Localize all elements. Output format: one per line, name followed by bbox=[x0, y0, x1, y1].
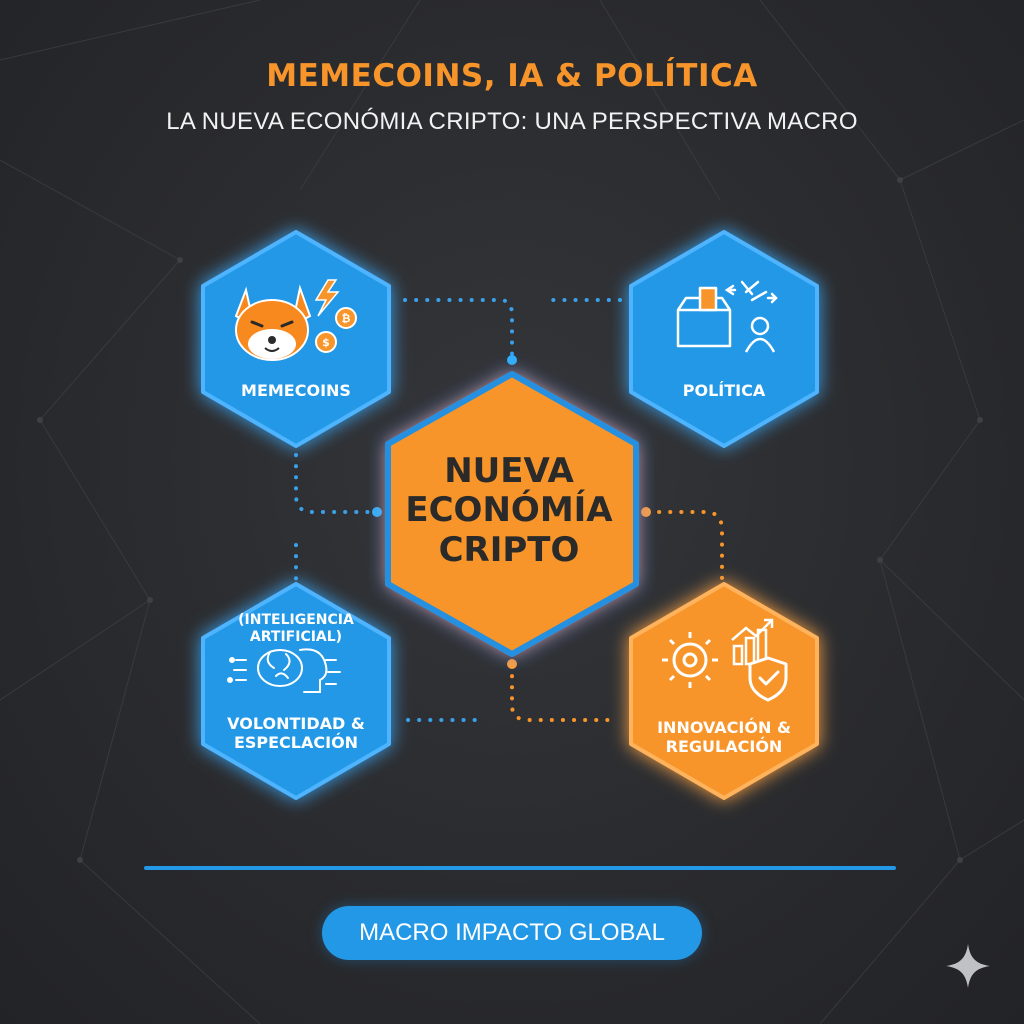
page-title: MEMECOINS, IA & POLÍTICA bbox=[266, 58, 758, 94]
center-label-line: NUEVA bbox=[444, 451, 574, 491]
center-label-line: CRIPTO bbox=[438, 529, 580, 570]
center-label-line: ECONÓMÍA bbox=[405, 490, 613, 531]
connector-center-bottom bbox=[512, 665, 612, 720]
ia-label: VOLONTIDAD & ESPECLACIÓN bbox=[227, 714, 365, 753]
innovacion-label: INNOVACIÓN & REGULACIÓN bbox=[657, 718, 791, 757]
hex-innovacion bbox=[631, 584, 817, 798]
sparkle-icon bbox=[944, 942, 992, 990]
connector-memecoins-center bbox=[296, 455, 375, 512]
center-node-label bbox=[382, 452, 636, 570]
page-subtitle: LA NUEVA ECONÓMIA CRIPTO: UNA PERSPECTIVA MACRO bbox=[166, 108, 858, 135]
ia-top-label: (INTELIGENCIA ARTIFICIAL) bbox=[238, 612, 354, 645]
svg-text:₿: ₿ bbox=[341, 312, 351, 325]
memecoins-label: MEMECOINS bbox=[241, 381, 351, 400]
connector-memecoins-politica bbox=[405, 300, 512, 355]
connector-center-innovacion bbox=[648, 512, 722, 585]
divider-line bbox=[144, 866, 896, 870]
macro-impacto-pill[interactable]: MACRO IMPACTO GLOBAL bbox=[322, 906, 702, 960]
politica-label: POLÍTICA bbox=[682, 381, 766, 400]
hex-politica bbox=[631, 232, 817, 446]
svg-text:$: $ bbox=[322, 336, 330, 349]
